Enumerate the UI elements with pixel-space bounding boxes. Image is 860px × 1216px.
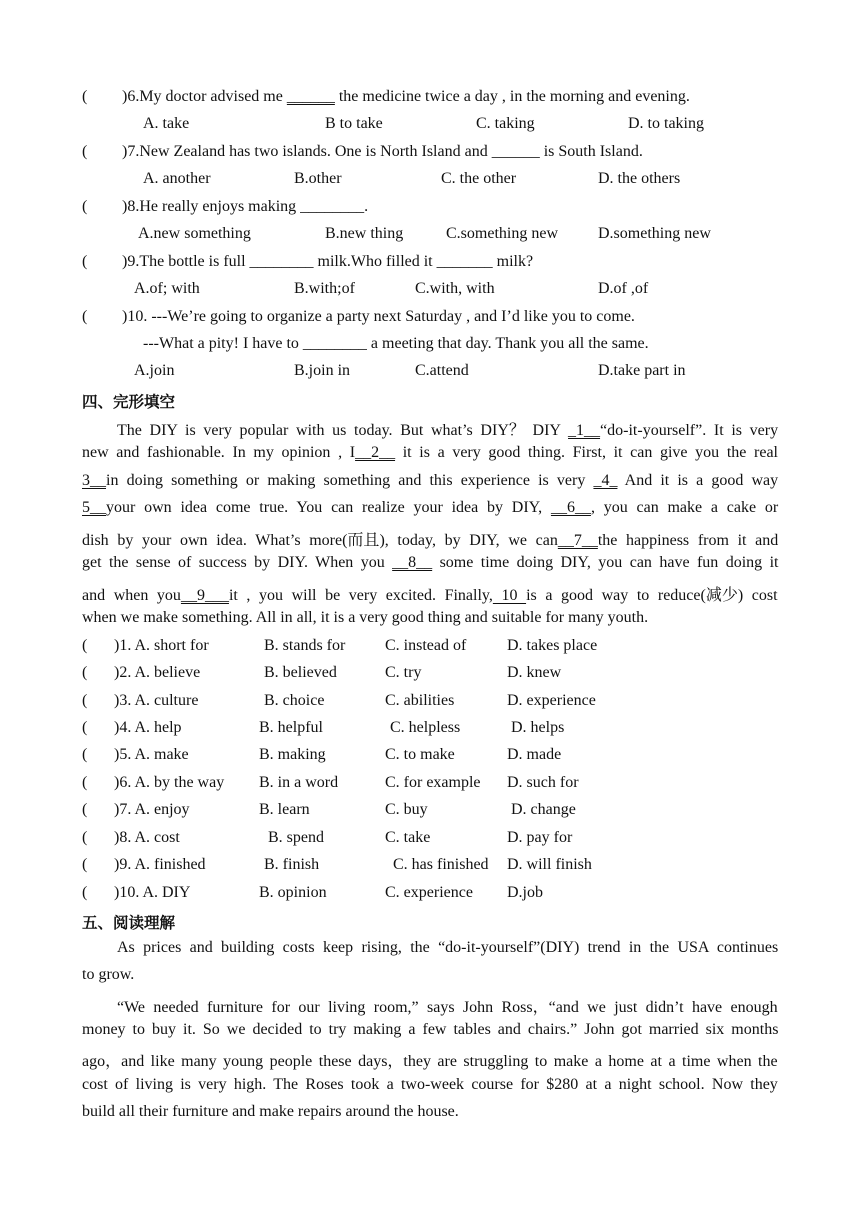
paren: (	[82, 856, 88, 873]
cloze-item-6-a: )6. A. by the way	[114, 774, 225, 791]
cloze-item-7-b: B. learn	[259, 801, 310, 818]
question-8: )8.He really enjoys making ________.	[122, 198, 369, 215]
option-c: C. the other	[441, 170, 517, 187]
cloze-item-5-c: C. to make	[385, 746, 455, 763]
blank: ______	[286, 88, 335, 105]
cloze-item-1-c: C. instead of	[385, 637, 467, 654]
cloze-item-10-b: B. opinion	[259, 884, 327, 901]
reading-line: cost of living is very high. The Roses took a two-week course for $280 at a night school. Now they	[82, 1076, 778, 1093]
cloze-line-3: 3__in doing something or making something and this experience is very _4_ And it is a good way	[82, 472, 779, 489]
option-b: B.other	[294, 170, 342, 187]
blank-2: __2__	[355, 444, 396, 461]
section-5-heading: 五、阅读理解	[82, 914, 176, 932]
question-7: )7.New Zealand has two islands. One is North Island and ______ is South Island.	[122, 143, 643, 160]
paren: (	[82, 884, 88, 901]
cloze-item-1-d: D. takes place	[507, 637, 598, 654]
cloze-line-4: 5__your own idea come true. You can realize your idea by DIY, __6__, you can make a cake or	[82, 499, 779, 516]
paren: (	[82, 692, 88, 709]
paren: (	[82, 88, 88, 105]
cloze-item-7-c: C. buy	[385, 801, 428, 818]
cloze-item-2-a: )2. A. believe	[114, 664, 201, 681]
cloze-item-7-d: D. change	[511, 801, 576, 818]
cloze-item-9-d: D. will finish	[507, 856, 592, 873]
cloze-line-1: The DIY is very popular with us today. But what’s DIY？ DIY _1__“do-it-yourself”. It is very	[117, 422, 779, 439]
cloze-item-9-a: )9. A. finished	[114, 856, 206, 873]
blank-6: __6__	[550, 499, 591, 516]
paren: (	[82, 774, 88, 791]
reading-line: to grow.	[82, 966, 135, 983]
paren: (	[82, 719, 88, 736]
reading-line: ago，and like many young people these days，they are struggling to make a home at a time when the	[82, 1053, 778, 1070]
option-c: C.something new	[446, 225, 558, 242]
option-a: A. take	[143, 115, 190, 132]
cloze-item-6-d: D. such for	[507, 774, 579, 791]
option-b: B.new thing	[325, 225, 404, 242]
cloze-item-1-a: )1. A. short for	[114, 637, 209, 654]
cloze-item-8-a: )8. A. cost	[114, 829, 180, 846]
blank-7: __7__	[557, 532, 598, 549]
cloze-line-8: when we make something. All in all, it is a very good thing and suitable for many youth.	[82, 609, 649, 626]
blank-8: __8__	[392, 554, 433, 571]
option-d: D.of ,of	[598, 280, 649, 297]
cloze-item-4-a: )4. A. help	[114, 719, 182, 736]
cloze-item-3-b: B. choice	[264, 692, 325, 709]
cloze-item-8-c: C. take	[385, 829, 431, 846]
option-b: B.join in	[294, 362, 351, 379]
option-a: A.new something	[138, 225, 251, 242]
cloze-item-10-a: )10. A. DIY	[114, 884, 191, 901]
paren: (	[82, 198, 88, 215]
paren: (	[82, 746, 88, 763]
cloze-item-2-b: B. believed	[264, 664, 337, 681]
cloze-item-10-d: D.job	[507, 884, 543, 901]
paren: (	[82, 637, 88, 654]
cloze-item-3-a: )3. A. culture	[114, 692, 199, 709]
blank-4: _4_	[593, 472, 618, 489]
option-d: D.something new	[598, 225, 711, 242]
cloze-item-2-c: C. try	[385, 664, 422, 681]
paren: (	[82, 664, 88, 681]
reading-line: money to buy it. So we decided to try making a few tables and chairs.” John got married six months	[82, 1021, 779, 1038]
section-4-heading: 四、完形填空	[82, 393, 176, 411]
cloze-item-8-d: D. pay for	[507, 829, 573, 846]
cloze-item-4-b: B. helpful	[259, 719, 323, 736]
paren: (	[82, 253, 88, 270]
blank-3: 3__	[82, 472, 106, 489]
question-10: )10. ---We’re going to organize a party next Saturday , and I’d like you to come.	[122, 308, 635, 325]
blank-1: _1__	[568, 422, 601, 439]
cloze-item-5-d: D. made	[507, 746, 562, 763]
question-10-response: ---What a pity! I have to ________ a meeting that day. Thank you all the same.	[143, 335, 649, 352]
cloze-item-3-d: D. experience	[507, 692, 596, 709]
reading-line: build all their furniture and make repairs around the house.	[82, 1103, 459, 1120]
paren: (	[82, 308, 88, 325]
cloze-line-5: dish by your own idea. What’s more(而且), today, by DIY, we can__7__the happiness from it and	[82, 532, 779, 549]
option-c: C. taking	[476, 115, 535, 132]
reading-line: As prices and building costs keep rising, the “do-it-yourself”(DIY) trend in the USA continues	[117, 939, 779, 956]
cloze-item-10-c: C. experience	[385, 884, 473, 901]
option-d: D. the others	[598, 170, 681, 187]
cloze-item-9-c: C. has finished	[393, 856, 489, 873]
cloze-item-5-b: B. making	[259, 746, 326, 763]
cloze-item-6-c: C. for example	[385, 774, 481, 791]
cloze-item-7-a: )7. A. enjoy	[114, 801, 190, 818]
paren: (	[82, 143, 88, 160]
option-c: C.with, with	[415, 280, 495, 297]
cloze-item-6-b: B. in a word	[259, 774, 339, 791]
blank-9: __9___	[180, 587, 229, 604]
cloze-item-4-d: D. helps	[511, 719, 565, 736]
option-d: D.take part in	[598, 362, 686, 379]
cloze-item-9-b: B. finish	[264, 856, 320, 873]
paren: (	[82, 801, 88, 818]
option-b: B.with;of	[294, 280, 355, 297]
question-6: )6.My doctor advised me ______ the medicine twice a day , in the morning and evening.	[122, 88, 690, 105]
option-d: D. to taking	[628, 115, 704, 132]
cloze-item-5-a: )5. A. make	[114, 746, 189, 763]
question-9: )9.The bottle is full ________ milk.Who filled it _______ milk?	[122, 253, 534, 270]
cloze-line-6: get the sense of success by DIY. When you __8__ some time doing DIY, you can have fun doing it	[82, 554, 779, 571]
option-a: A.of; with	[134, 280, 200, 297]
blank-10: 10	[492, 587, 527, 604]
option-b: B to take	[325, 115, 383, 132]
option-a: A. another	[143, 170, 211, 187]
option-c: C.attend	[415, 362, 469, 379]
cloze-line-7: and when you__9___it , you will be very excited. Finally, 10 is a good way to reduce(减少) cost	[82, 587, 778, 604]
cloze-item-4-c: C. helpless	[390, 719, 461, 736]
cloze-line-2: new and fashionable. In my opinion , I__2__ it is a very good thing. First, it can give you the real	[82, 444, 779, 461]
option-a: A.join	[134, 362, 175, 379]
cloze-item-2-d: D. knew	[507, 664, 562, 681]
reading-line: “We needed furniture for our living room,” says John Ross，“and we just didn’t have enough	[117, 999, 778, 1016]
cloze-item-1-b: B. stands for	[264, 637, 346, 654]
cloze-item-3-c: C. abilities	[385, 692, 455, 709]
blank-5: 5__	[82, 499, 106, 516]
paren: (	[82, 829, 88, 846]
cloze-item-8-b: B. spend	[268, 829, 324, 846]
